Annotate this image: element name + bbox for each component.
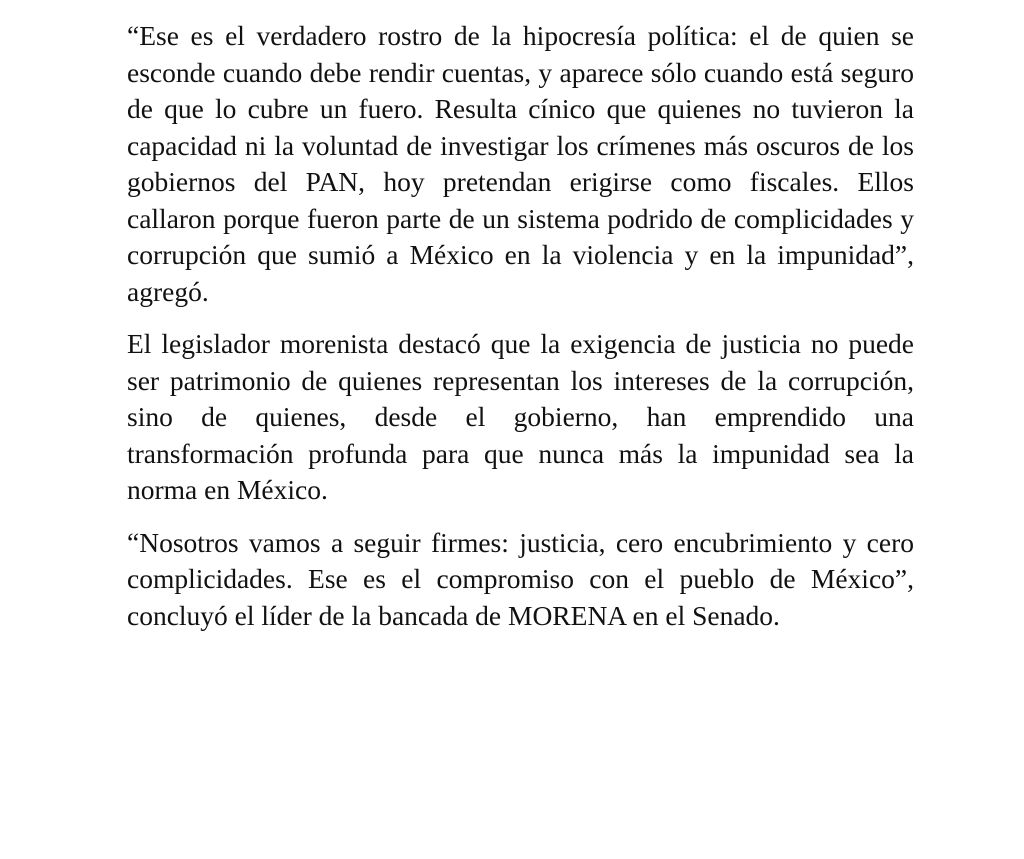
paragraph-closing-quote: “Nosotros vamos a seguir firmes: justicia, cero encubrimiento y cero complicidades. Ese es el compromiso con el pueblo de México”, concluyó el líder de la bancada de MORENA en el Senado.	[127, 526, 914, 631]
paragraph-quote-hypocrisy: “Ese es el verdadero rostro de la hipocresía política: el de quien se esconde cuando debe rendir cuentas, y aparece sólo cuando está seguro de que lo cubre un fuero. Resulta cínico que quienes no tuvieron la capacidad ni la voluntad de investigar los crímenes más oscuros de los gobiernos del PAN, hoy pretendan erigirse como fiscales. Ellos callaron porque fueron parte de un sistema podrido de complicidades y corrupción que sumió a México en la violencia y en la impunidad”, agregó.	[127, 20, 914, 307]
paragraph-legislator-statement: El legislador morenista destacó que la exigencia de justicia no puede ser patrimonio de quienes representan los intereses de la corrupción, sino de quienes, desde el gobierno, han emprendido una transformación profunda para que nunca más la impunidad sea la norma en México.	[127, 328, 914, 505]
document-body	[127, 18, 914, 650]
